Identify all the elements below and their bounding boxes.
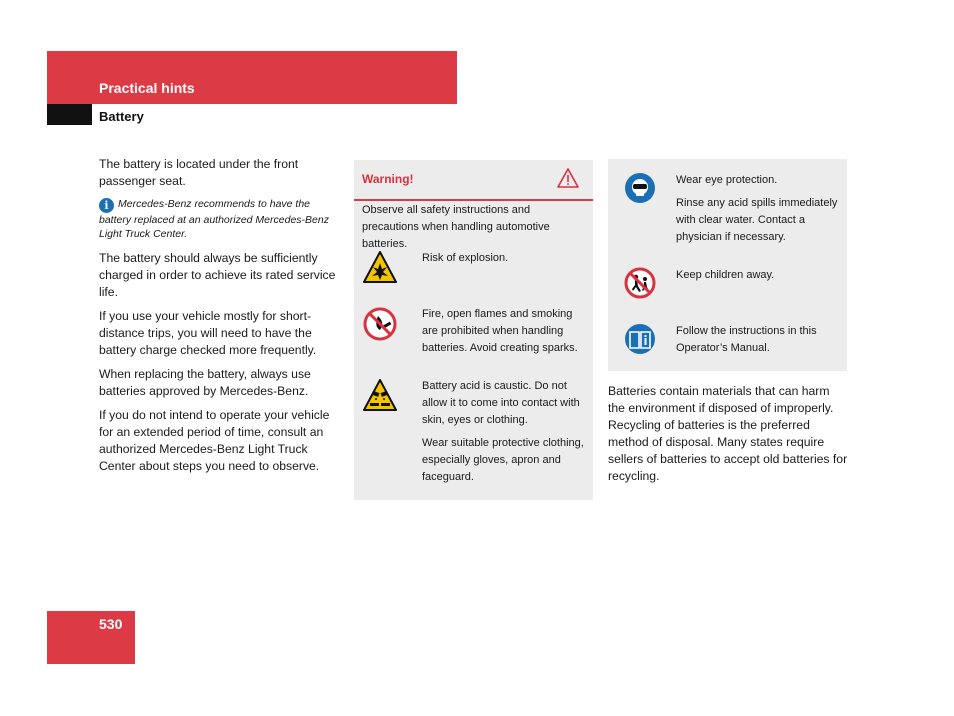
warning-item-text bbox=[422, 378, 588, 492]
info-icon: i bbox=[99, 198, 114, 213]
eye-protection-text: Wear eye protection. bbox=[676, 174, 778, 186]
manual-text: Follow the instructions in this Operator’s Manual. bbox=[676, 325, 817, 354]
warning-box bbox=[354, 160, 593, 500]
warning-triangle-icon bbox=[557, 167, 579, 189]
header-band bbox=[47, 51, 457, 104]
paragraph-replacing: When replacing the battery, always use batteries approved by Mercedes-Benz. bbox=[99, 367, 311, 398]
operators-manual-icon bbox=[624, 323, 656, 355]
caustic-text: Battery acid is caustic. Do not allow it to come into contact with skin, eyes or clothing. bbox=[422, 380, 580, 426]
info-note-text: Mercedes-Benz recommends to have the battery replaced at an authorized Mercedes-Benz Light Truck Center. bbox=[99, 198, 329, 240]
safety-item-text bbox=[676, 323, 844, 363]
rinse-acid-text: Rinse any acid spills immediately with clear water. Contact a physician if necessary. bbox=[676, 197, 838, 243]
warning-intro: Observe all safety instructions and precautions when handling automotive batteries. bbox=[362, 204, 550, 250]
explosion-hazard-icon bbox=[362, 250, 398, 286]
eye-protection-icon bbox=[624, 172, 656, 204]
section-title: Battery bbox=[99, 109, 144, 124]
warning-item-text: Fire, open flames and smoking are prohibited when handling batteries. Avoid creating sparks. bbox=[422, 308, 578, 354]
keep-children-away-icon bbox=[624, 267, 656, 299]
left-column bbox=[99, 156, 341, 482]
safety-item-text bbox=[676, 172, 844, 252]
children-text: Keep children away. bbox=[676, 269, 775, 281]
corrosive-hazard-icon bbox=[362, 378, 398, 414]
recycling-paragraph: Batteries contain materials that can harm the environment if disposed of improperly. Recycling of batteries is the preferred method of disposal. Many states require sellers of batteries to accept old batteries for recycling. bbox=[608, 384, 848, 483]
warning-header bbox=[354, 160, 593, 201]
info-note bbox=[99, 197, 341, 241]
protective-clothing-text: Wear suitable protective clothing, especially gloves, apron and faceguard. bbox=[422, 437, 584, 483]
safety-item-text bbox=[676, 267, 844, 290]
paragraph-charge: The battery should always be sufficiently charged in order to achieve its rated service life. bbox=[99, 251, 336, 299]
safety-symbols-box bbox=[608, 159, 847, 371]
paragraph-storage: If you do not intend to operate your vehicle for an extended period of time, consult an authorized Mercedes-Benz Light Truck Center about steps you need to observe. bbox=[99, 408, 330, 473]
chapter-title: Practical hints bbox=[99, 80, 195, 96]
paragraph-short-trips: If you use your vehicle mostly for short-distance trips, you will need to have the battery charge checked more frequently. bbox=[99, 309, 317, 357]
no-open-flame-icon bbox=[362, 306, 398, 342]
warning-item-text: Risk of explosion. bbox=[422, 252, 509, 264]
page-number: 530 bbox=[99, 616, 123, 632]
warning-label: Warning! bbox=[362, 172, 414, 186]
paragraph-location: The battery is located under the front passenger seat. bbox=[99, 157, 299, 188]
section-marker bbox=[47, 104, 92, 125]
